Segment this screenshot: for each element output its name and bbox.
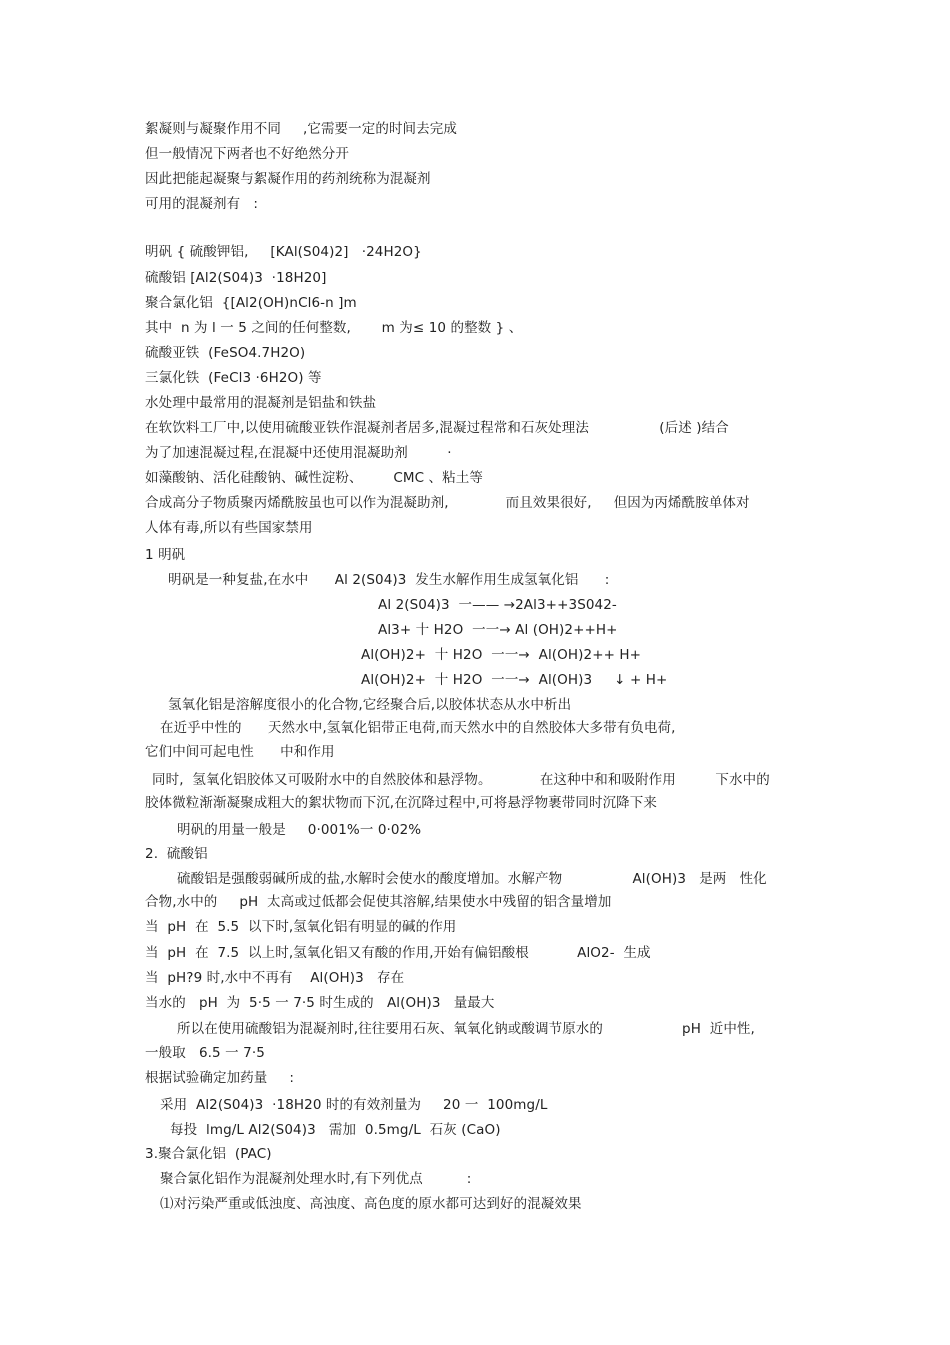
section-heading: 2. 硫酸铝 — [145, 846, 208, 862]
text-line: 硫酸铝是强酸弱碱所成的盐,水解时会使水的酸度增加。水解产物 Al(OH)3 是两 性化 — [177, 871, 767, 887]
text-line: 在近乎中性的 天然水中,氢氧化铝带正电荷,而天然水中的自然胶体大多带有负电荷, — [160, 720, 676, 736]
text-line: 当 pH 在 5.5 以下时,氢氧化铝有明显的碱的作用 — [145, 919, 457, 935]
text-line: 三氯化铁 (FeCl3 ·6H2O) 等 — [145, 370, 322, 386]
text-line: 其中 n 为 l 一 5 之间的任何整数, m 为≤ 10 的整数 } 、 — [145, 320, 523, 336]
text-line: 聚合氯化铝作为混凝剂处理水时,有下列优点 : — [160, 1171, 472, 1187]
equation-line: Al(OH)2+ 十 H2O 一一→ Al(OH)2++ H+ — [361, 647, 642, 663]
text-line: 一般取 6.5 一 7·5 — [145, 1045, 265, 1061]
text-line: 硫酸亚铁 (FeSO4.7H2O) — [145, 345, 306, 361]
text-line: ⑴对污染严重或低浊度、高浊度、高色度的原水都可达到好的混凝效果 — [160, 1196, 582, 1212]
text-line: 硫酸铝 [Al2(S04)3 ·18H20] — [145, 270, 327, 286]
text-line: 可用的混凝剂有 : — [145, 196, 259, 212]
text-line: 在软饮料工厂中,以使用硫酸亚铁作混凝剂者居多,混凝过程常和石灰处理法 (后述 )结合 — [145, 420, 729, 436]
text-line: 氢氧化铝是溶解度很小的化合物,它经聚合后,以胶体状态从水中析出 — [168, 697, 572, 713]
text-line: 它们中间可起电性 中和作用 — [145, 744, 335, 760]
text-line: 当 pH 在 7.5 以上时,氢氧化铝又有酸的作用,开始有偏铝酸根 AlO2- 生成 — [145, 945, 651, 961]
text-line: 絮凝则与凝聚作用不同 ,它需要一定的时间去完成 — [145, 121, 457, 137]
text-line: 当 pH?9 时,水中不再有 Al(OH)3 存在 — [145, 970, 405, 986]
text-line: 合物,水中的 pH 太高或过低都会促使其溶解,结果使水中残留的铝含量增加 — [145, 894, 612, 910]
text-line: 当水的 pH 为 5·5 一 7·5 时生成的 Al(OH)3 量最大 — [145, 995, 495, 1011]
text-line: 但一般情况下两者也不好绝然分开 — [145, 146, 349, 162]
section-heading: 3.聚合氯化铝 (PAC) — [145, 1146, 272, 1162]
text-line: 明矾 { 硫酸钾铝, [KAl(S04)2] ·24H2O} — [145, 244, 422, 260]
text-line: 胶体微粒渐渐凝聚成粗大的絮状物而下沉,在沉降过程中,可将悬浮物裹带同时沉降下来 — [145, 795, 657, 811]
equation-line: Al(OH)2+ 十 H2O 一一→ Al(OH)3 ↓ + H+ — [361, 672, 668, 688]
text-line: 采用 Al2(S04)3 ·18H20 时的有效剂量为 20 一 100mg/L — [160, 1097, 548, 1113]
text-line: 根据试验确定加药量 : — [145, 1070, 295, 1086]
text-line: 合成高分子物质聚丙烯酰胺虽也可以作为混凝助剂, 而且效果很好, 但因为丙烯酰胺单体对 — [145, 495, 750, 511]
text-line: 明矾是一种复盐,在水中 Al 2(S04)3 发生水解作用生成氢氧化铝 : — [168, 572, 610, 588]
section-heading: 1 明矾 — [145, 547, 186, 563]
text-line: 每投 lmg/L Al2(S04)3 需加 0.5mg/L 石灰 (CaO) — [170, 1122, 501, 1138]
text-line: 聚合氯化铝 {[Al2(OH)nCl6-n ]m — [145, 295, 357, 311]
text-line: 水处理中最常用的混凝剂是铝盐和铁盐 — [145, 395, 377, 411]
text-line: 为了加速混凝过程,在混凝中还使用混凝助剂 · — [145, 445, 452, 461]
equation-line: Al 2(S04)3 一—— →2Al3++3S042- — [378, 597, 617, 613]
equation-line: Al3+ 十 H2O 一一→ Al (OH)2++H+ — [378, 622, 618, 638]
text-line: 所以在使用硫酸铝为混凝剂时,往往要用石灰、氧氧化钠或酸调节原水的 pH 近中性, — [177, 1021, 755, 1037]
text-line: 如藻酸钠、活化硅酸钠、碱性淀粉、 CMC 、粘土等 — [145, 470, 483, 486]
text-line: 同时, 氢氧化铝胶体又可吸附水中的自然胶体和悬浮物。 在这种中和和吸附作用 下水中的 — [152, 772, 770, 788]
text-line: 明矾的用量一般是 0·001%一 0·02% — [177, 822, 422, 838]
text-line: 人体有毒,所以有些国家禁用 — [145, 520, 313, 536]
text-line: 因此把能起凝聚与絮凝作用的药剂统称为混凝剂 — [145, 171, 431, 187]
